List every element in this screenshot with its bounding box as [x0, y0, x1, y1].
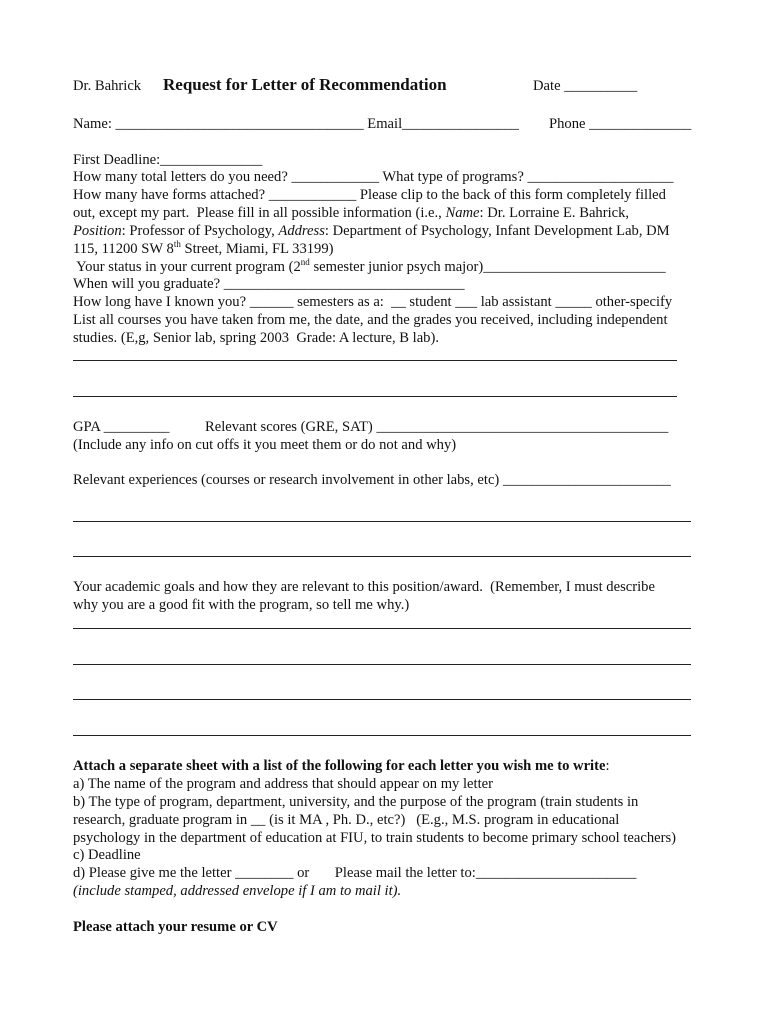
envelope-note: (include stamped, addressed envelope if I am to mail it).: [73, 883, 402, 899]
name-email-field[interactable]: Name: __________________________________ Email________________: [73, 116, 519, 132]
goals-answer-line-3[interactable]: [73, 699, 691, 700]
first-deadline-field[interactable]: First Deadline:______________: [73, 152, 263, 168]
experiences-answer-line-2[interactable]: [73, 556, 691, 557]
courses-answer-line-1[interactable]: [73, 360, 677, 361]
resume-instruction: Please attach your resume or CV: [73, 919, 278, 935]
courses-answer-line-2[interactable]: [73, 396, 677, 397]
position-address-line: Position: Professor of Psychology, Address: Department of Psychology, Infant Development Lab, DM: [73, 223, 670, 239]
fill-in-instructions: out, except my part. Please fill in all possible information (i.e., Name: Dr. Lorraine E. Bahrick,: [73, 205, 630, 221]
courses-prompt-line-2: studies. (E,g, Senior lab, spring 2003 Grade: A lecture, B lab).: [73, 330, 439, 346]
status-field[interactable]: Your status in your current program (2nd semester junior psych major)_________________________: [73, 257, 666, 275]
goals-prompt-line-1: Your academic goals and how they are relevant to this position/award. (Remember, I must describe: [73, 579, 655, 595]
scores-field[interactable]: Relevant scores (GRE, SAT) ________________________________________: [205, 419, 669, 435]
goals-answer-line-1[interactable]: [73, 628, 691, 629]
cutoffs-note: (Include any info on cut offs it you meet them or do not and why): [73, 437, 457, 453]
goals-answer-line-2[interactable]: [73, 664, 691, 665]
attach-item-b-line-1: b) The type of program, department, university, and the purpose of the program (train students in: [73, 794, 639, 810]
known-duration-field[interactable]: How long have I known you? ______ semesters as a: __ student ___ lab assistant _____ other-specify: [73, 294, 673, 310]
attach-heading: Attach a separate sheet with a list of the following for each letter you wish me to write:: [73, 758, 610, 774]
forms-attached-field[interactable]: How many have forms attached? ____________ Please clip to the back of this form completely filled: [73, 187, 666, 203]
attach-item-b-line-3: psychology in the department of education at FIU, to train students to become primary school teachers): [73, 830, 677, 846]
attach-item-c: c) Deadline: [73, 847, 141, 863]
attach-item-a: a) The name of the program and address that should appear on my letter: [73, 776, 493, 792]
date-field[interactable]: Date __________: [533, 78, 638, 94]
attach-item-b-line-2: research, graduate program in __ (is it MA , Ph. D., etc?) (E.g., M.S. program in educational: [73, 812, 620, 828]
goals-prompt-line-2: why you are a good fit with the program, so tell me why.): [73, 597, 410, 613]
experiences-answer-line-1[interactable]: [73, 521, 691, 522]
phone-field[interactable]: Phone ______________: [549, 116, 692, 132]
gpa-field[interactable]: GPA _________: [73, 419, 170, 435]
graduate-field[interactable]: When will you graduate? _________________________________: [73, 276, 465, 292]
attach-item-d[interactable]: d) Please give me the letter ________ or Please mail the letter to:______________________: [73, 865, 637, 881]
address-line: 115, 11200 SW 8th Street, Miami, FL 33199): [73, 239, 334, 257]
experiences-field[interactable]: Relevant experiences (courses or research involvement in other labs, etc) _______________________: [73, 472, 671, 488]
courses-prompt-line-1: List all courses you have taken from me, the date, and the grades you received, including independent: [73, 312, 668, 328]
form-title: Request for Letter of Recommendation: [163, 75, 447, 94]
author-name: Dr. Bahrick: [73, 78, 142, 94]
letters-count-field[interactable]: How many total letters do you need? ____________ What type of programs? ____________________: [73, 169, 674, 185]
goals-answer-line-4[interactable]: [73, 735, 691, 736]
